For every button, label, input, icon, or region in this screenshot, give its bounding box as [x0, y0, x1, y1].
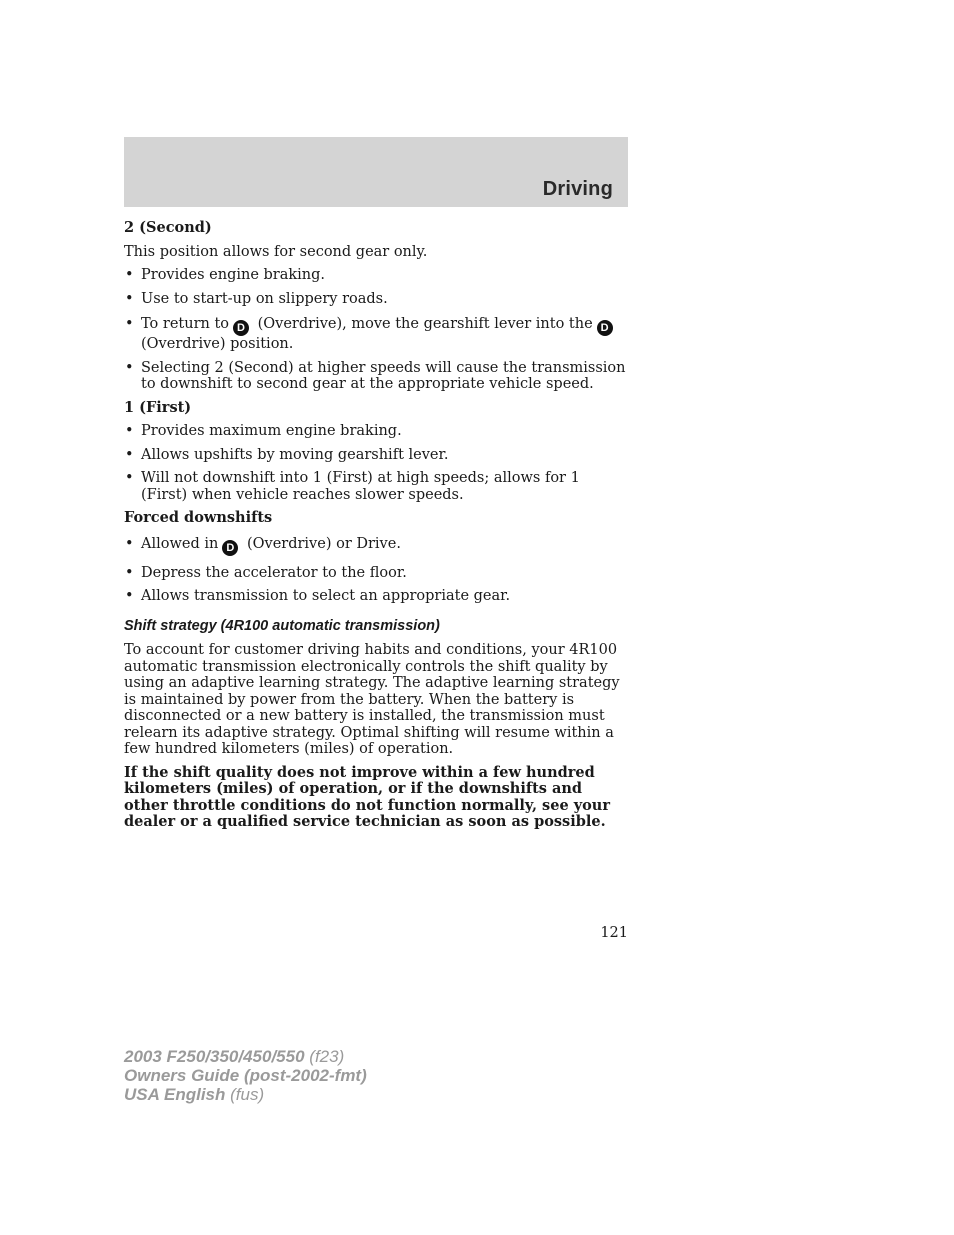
list-item: • Will not downshift into 1 (First) at high speeds; allows for 1 (First) when vehicle reaches slower speeds. — [124, 470, 628, 503]
heading-shift-strategy: Shift strategy (4R100 automatic transmission) — [124, 617, 440, 634]
shift-warning: If the shift quality does not improve within a few hundred kilometers (miles) of operation, or if the downshifts and other throttle conditions do not function normally, see your dealer or a qualified service technician as soon as possible. — [124, 763, 610, 830]
footer-line-3 — [124, 1085, 367, 1104]
list-item-text: To return to — [141, 316, 229, 332]
overdrive-icon: D — [233, 320, 249, 336]
list-item: • Selecting 2 (Second) at higher speeds will cause the transmission to downshift to second gear at the appropriate vehicle speed. — [124, 360, 628, 393]
shift-strategy-body: To account for customer driving habits and conditions, your 4R100 automatic transmission electronically controls the shift quality by using an adaptive learning strategy. The adaptive learning strategy is maintained by power from the battery. When the battery is disconnected or a new battery is installed, the transmission must relearn its adaptive strategy. Optimal shifting will resume within a few hundred kilometers (miles) of operation. — [124, 642, 620, 757]
list-item-text: Allowed in — [141, 535, 219, 552]
heading-second: 2 (Second) — [124, 219, 212, 236]
footer-model-code: (f23) — [309, 1047, 345, 1066]
page-content — [124, 220, 628, 831]
list-item: • Provides maximum engine braking. — [124, 423, 628, 440]
footer-line-2 — [124, 1066, 367, 1085]
heading-first: 1 (First) — [124, 398, 192, 416]
footer-language: USA English — [124, 1085, 226, 1104]
page-number: 121 — [600, 925, 628, 941]
list-item — [124, 536, 628, 556]
list-item-text: (Overdrive) position. — [141, 336, 294, 352]
overdrive-icon: D — [222, 540, 238, 556]
section-header-band — [124, 137, 628, 207]
list-item: • Allows transmission to select an appropriate gear. — [124, 588, 628, 605]
document-footer — [124, 1047, 367, 1104]
footer-guide: Owners Guide (post-2002-fmt) — [124, 1066, 367, 1085]
overdrive-icon: D — [597, 320, 613, 336]
footer-language-code: (fus) — [230, 1085, 265, 1104]
second-intro: This position allows for second gear only. — [124, 243, 428, 260]
section-title: Driving — [542, 178, 613, 200]
footer-model: 2003 F250/350/450/550 — [124, 1047, 305, 1066]
list-item-text: (Overdrive) or Drive. — [246, 535, 401, 552]
footer-line-1 — [124, 1047, 367, 1066]
list-item-text: (Overdrive), move the gearshift lever into the — [257, 316, 593, 332]
list-item: • Depress the accelerator to the floor. — [124, 565, 628, 582]
list-item: • Provides engine braking. — [124, 267, 628, 284]
list-item — [124, 316, 628, 353]
list-item: • Allows upshifts by moving gearshift lever. — [124, 447, 628, 464]
heading-forced-downshifts: Forced downshifts — [124, 509, 273, 526]
list-item: • Use to start-up on slippery roads. — [124, 291, 628, 308]
